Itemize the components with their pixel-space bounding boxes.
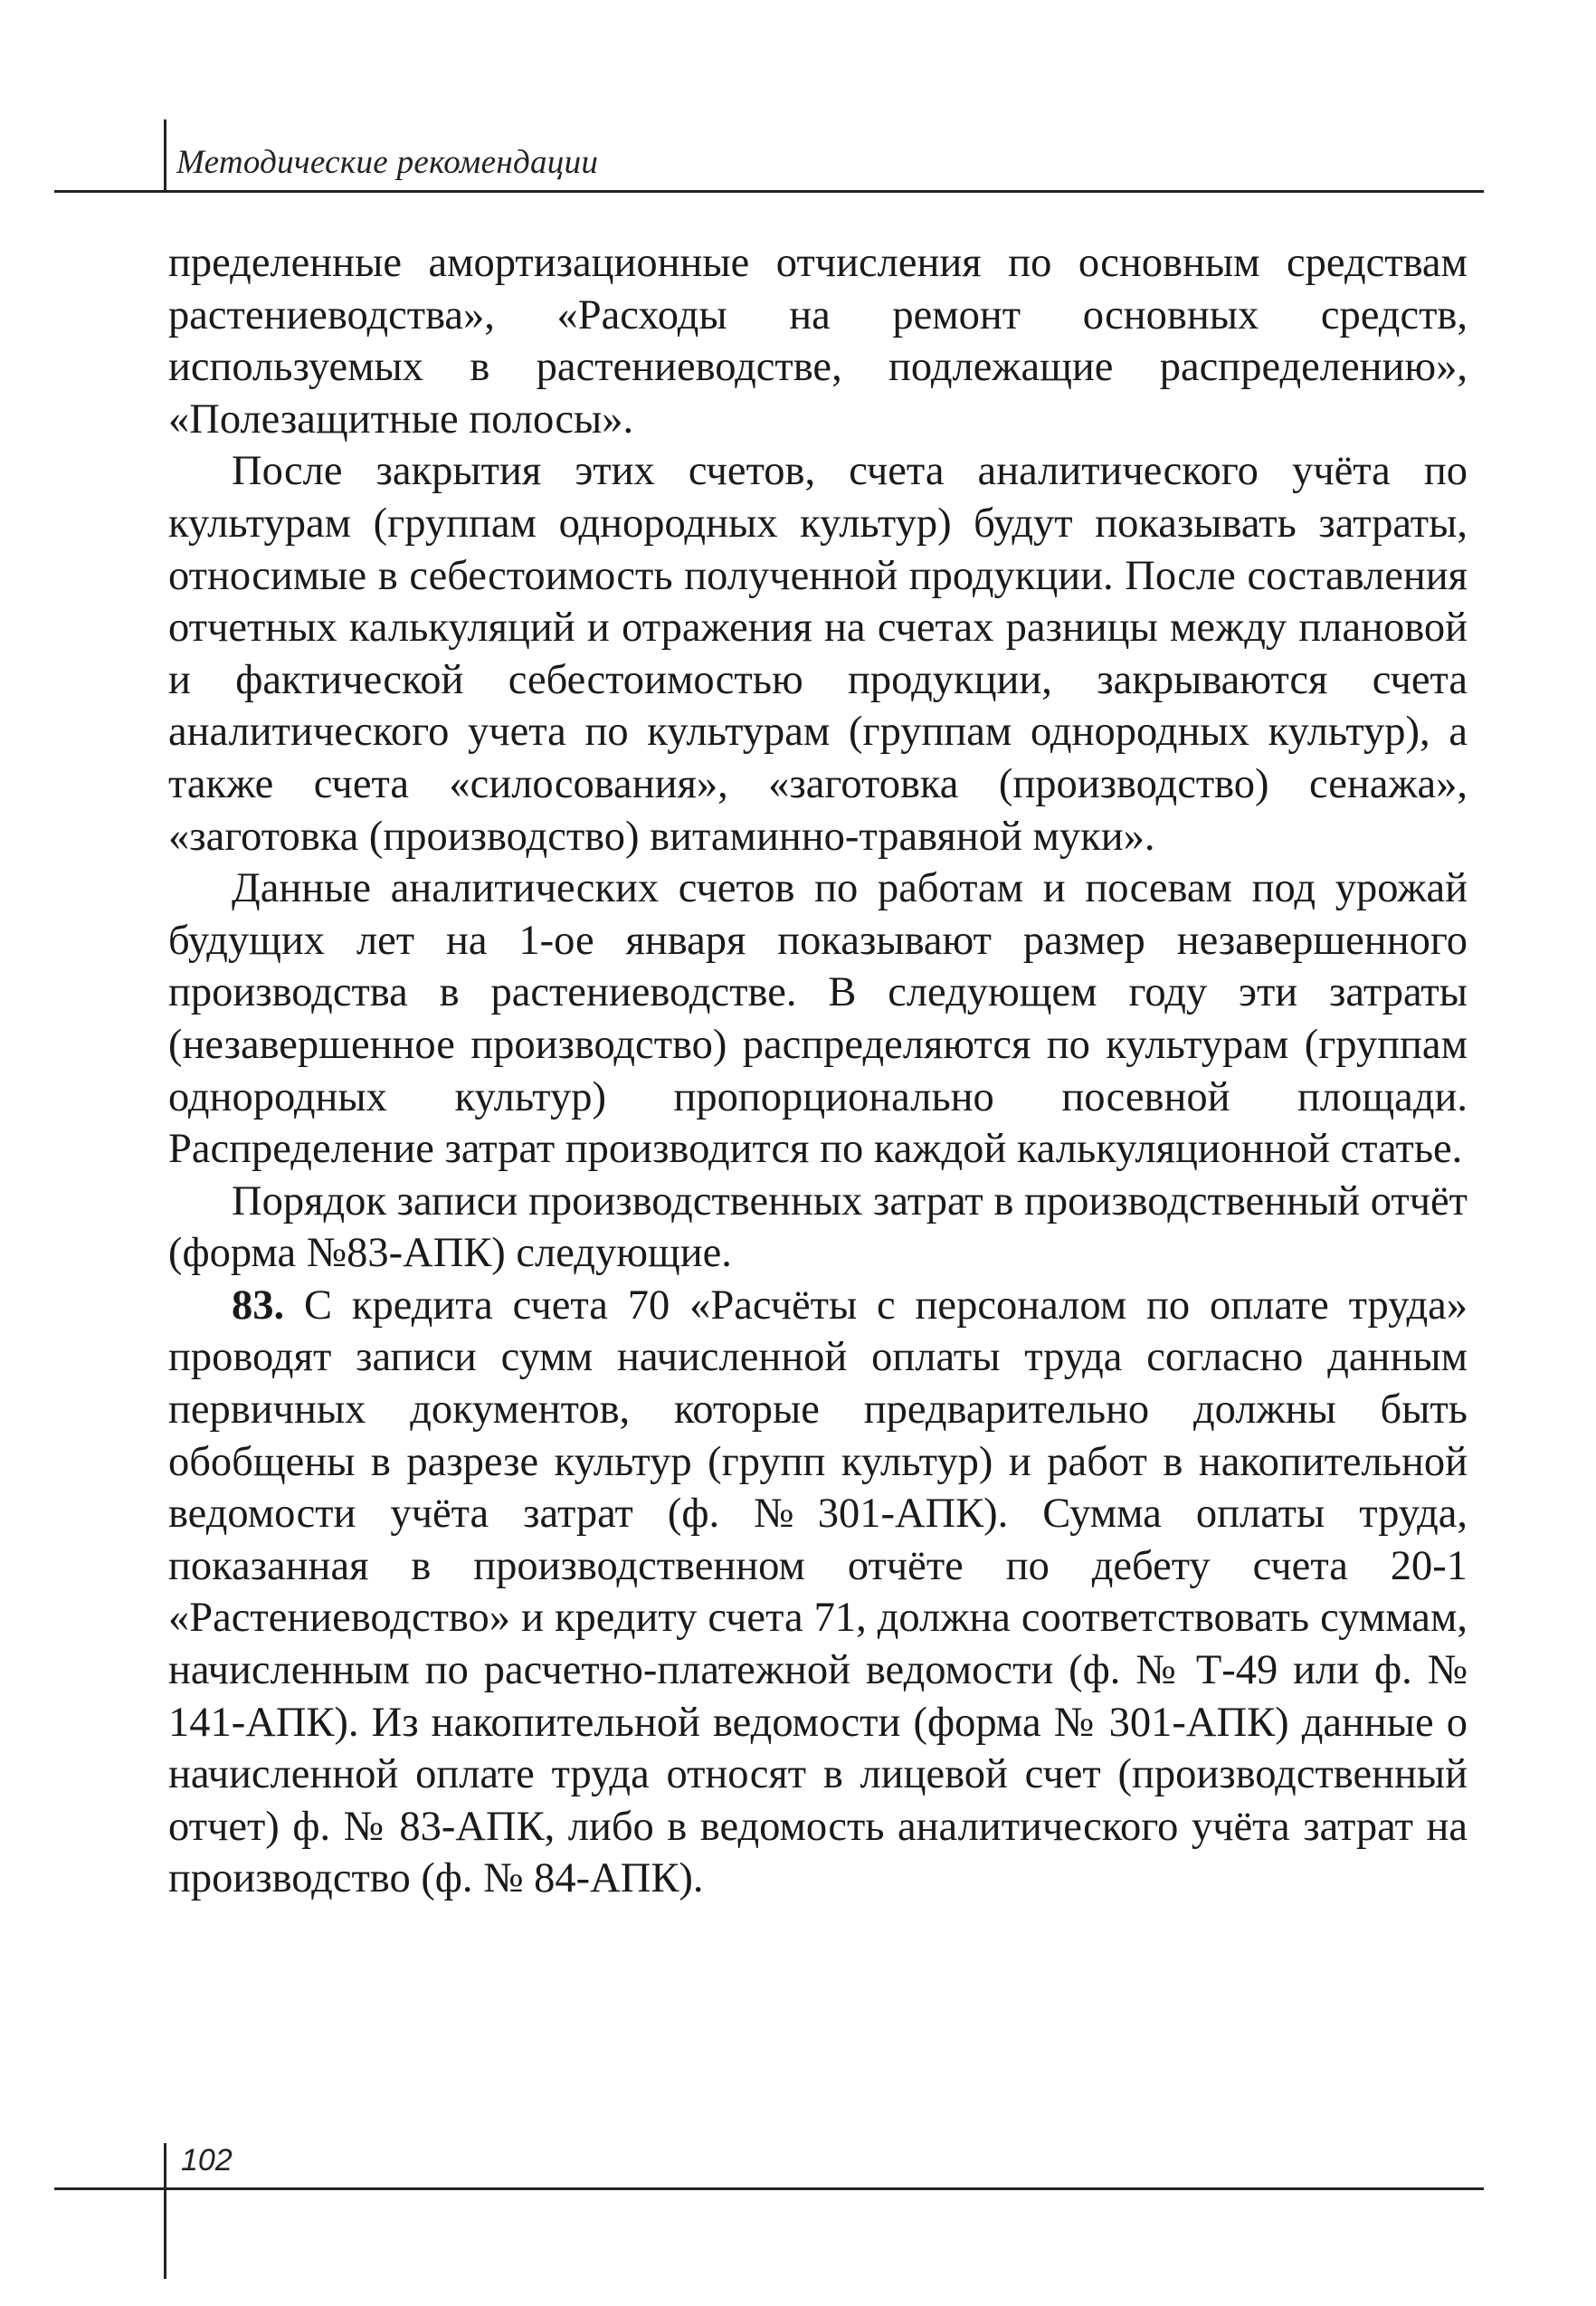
item-number: 83. bbox=[232, 1282, 285, 1329]
footer-horizontal-rule bbox=[54, 2187, 1484, 2190]
footer-vertical-rule bbox=[164, 2143, 166, 2279]
paragraph-3: Данные аналитических счетов по работам и посевам под урожай будущих лет на 1-ое января показывают размер незавершенного производства в растениеводстве. В следующем году эти затраты (незавершенное производство) распределяются по культурам (группам однородных культур) пропорционально посевной площади. Распределение затрат производится по каждой калькуляционной статье. bbox=[168, 865, 1468, 1173]
header-vertical-rule bbox=[164, 119, 166, 192]
page-number: 102 bbox=[181, 2143, 233, 2177]
paragraph-4: Порядок записи производственных затрат в производственный отчёт (форма №83-АПК) следующие. bbox=[168, 1177, 1468, 1277]
paragraph-1: пределенные амортизационные отчисления по основным средствам растениеводства», «Расходы на ремонт основных средств, используемых в растениеводстве, подлежащие распределению», «Полезащитные полосы». bbox=[168, 240, 1468, 443]
paragraph-2: После закрытия этих счетов, счета аналитического учёта по культурам (группам однородных культур) будут показывать затраты, относимые в себестоимость полученной продукции. После составления отчетных калькуляций и отражения на счетах разницы между плановой и фактической себестоимостью продукции, закрываются счета аналитического учета по культурам (группам однородных культур), а также счета «силосования», «заготовка (производство) сенажа», «заготовка (производство) витаминно-травяной муки». bbox=[168, 448, 1468, 860]
paragraph-5-text: С кредита счета 70 «Расчёты с персоналом по оплате труда» проводят записи сумм начисленной оплаты труда согласно данным первичных документов, которые предварительно должны быть обобщены в разрезе культур (групп культур) и работ в накопительной ведомости учёта затрат (ф. №301-АПК). Сумма оплаты труда, показанная в производственном отчёте по дебету счета 20-1 «Растениеводство» и кредиту счета 71, должна соответствовать суммам, начисленным по расчетно-платежной ведомости (ф. № Т-49 или ф. № 141-АПК). Из накопительной ведомости (форма № 301-АПК) данные о начисленной оплате труда относят в лицевой счет (производственный отчет) ф. № 83-АПК, либо в ведомость аналитического учёта затрат на производство (ф. № 84-АПК). bbox=[168, 1282, 1468, 1902]
body-text bbox=[168, 237, 1468, 1905]
header-horizontal-rule bbox=[54, 190, 1484, 193]
running-header: Методические рекомендации bbox=[176, 144, 599, 181]
paragraph-5 bbox=[168, 1280, 1468, 1905]
